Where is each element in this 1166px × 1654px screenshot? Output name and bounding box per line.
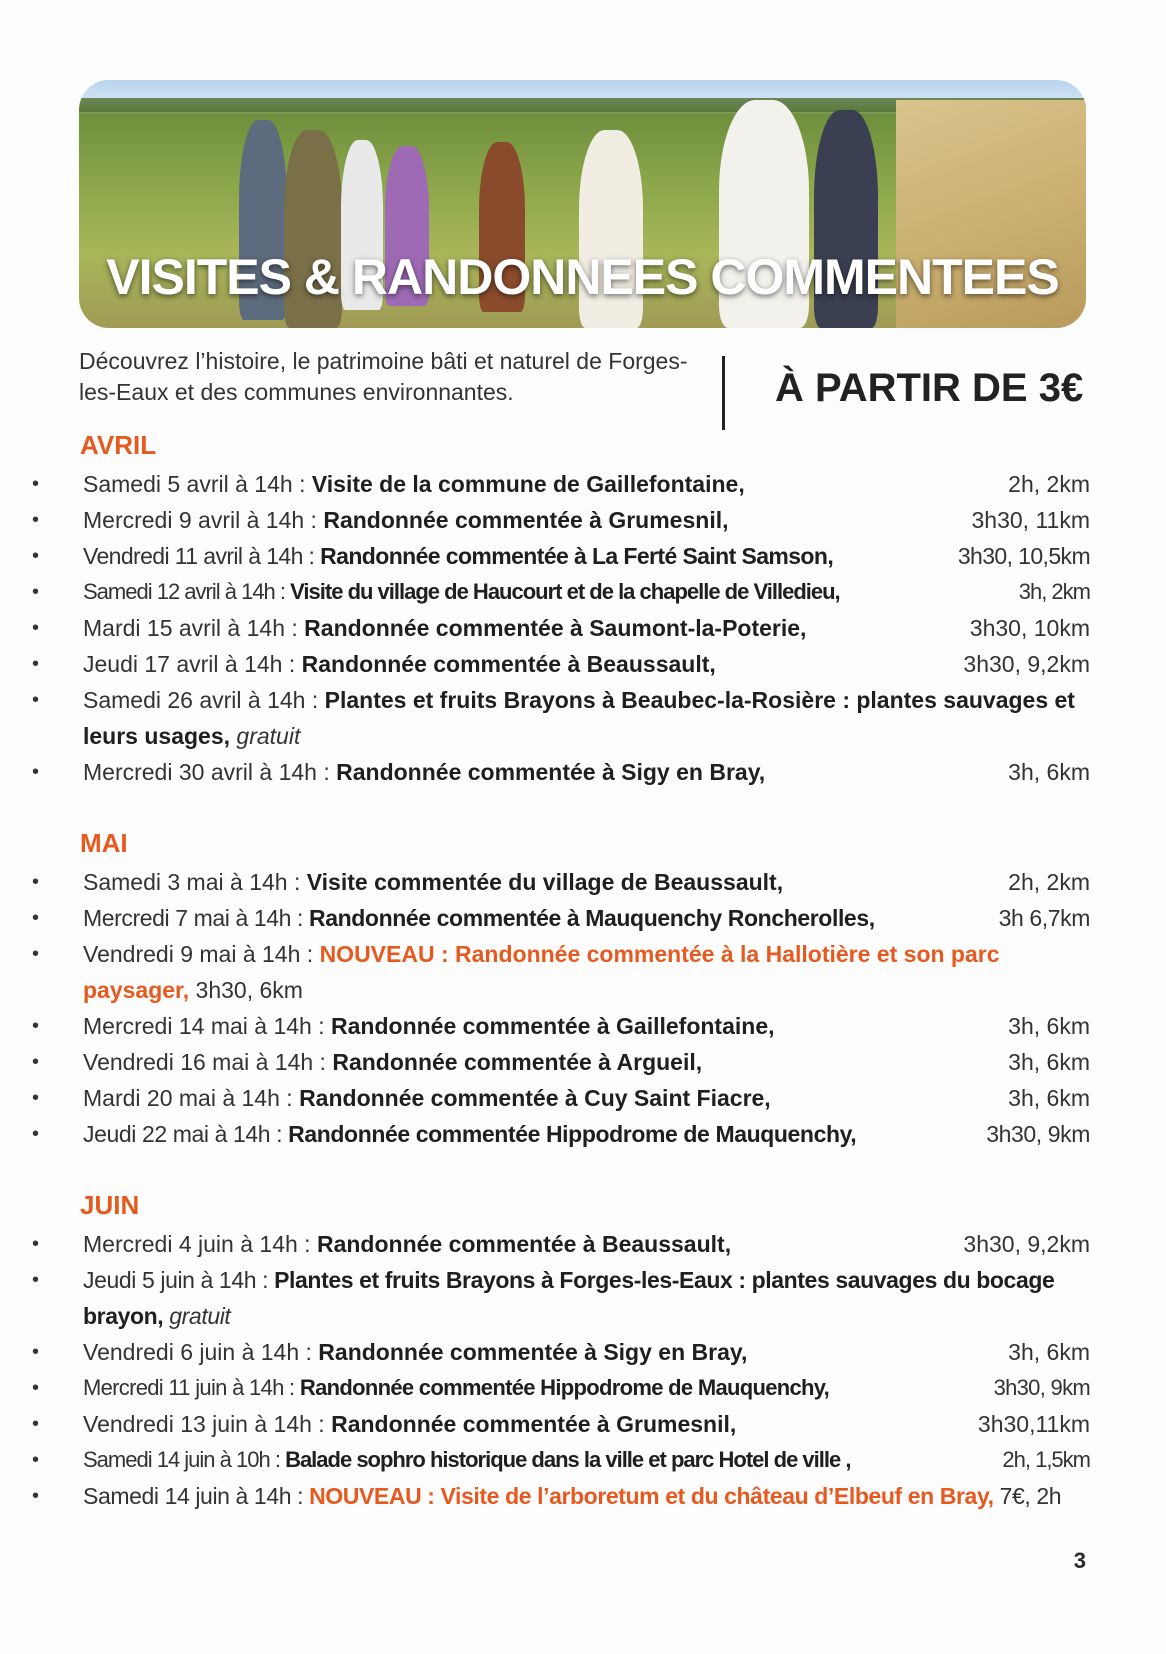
event-title: Balade sophro historique dans la ville et parc Hotel de ville , <box>285 1447 851 1472</box>
event-duration: 3h30, 10,5km <box>957 543 1090 569</box>
month-heading-juin: JUIN <box>80 1190 140 1220</box>
event-title: Randonnée commentée à Sigy en Bray, <box>336 759 766 785</box>
event-title: Visite du village de Haucourt et de la chapelle de Villedieu, <box>290 579 840 604</box>
event-duration: 3h30, 10km <box>969 615 1090 641</box>
list-item <box>0 1406 1166 1442</box>
event-title: Plantes et fruits Brayons à Forges-les-Eaux : plantes sauvages du bocage brayon, <box>83 1267 1055 1329</box>
event-list-avril <box>0 466 1166 790</box>
event-duration: 3h, 6km <box>1008 1013 1090 1039</box>
list-item <box>0 864 1166 900</box>
event-date: Vendredi 13 juin à 14h : <box>83 1411 325 1437</box>
event-date: Samedi 5 avril à 14h : <box>83 471 306 497</box>
banner-title: VISITES & RANDONNEES COMMENTEES <box>106 249 1059 305</box>
list-item <box>0 610 1166 646</box>
event-title: Randonnée commentée à Grumesnil, <box>331 1411 737 1437</box>
event-date: Samedi 12 avril à 14h : <box>83 579 286 604</box>
event-date: Vendredi 11 avril à 14h : <box>83 543 315 569</box>
list-item <box>0 1334 1166 1370</box>
event-date: Mercredi 11 juin à 14h : <box>83 1375 295 1400</box>
event-duration: 3h30, 9,2km <box>963 1231 1090 1257</box>
event-date: Mardi 20 mai à 14h : <box>83 1085 293 1111</box>
list-item <box>0 754 1166 790</box>
event-extra: gratuit <box>169 1303 231 1329</box>
list-item <box>0 1262 1166 1334</box>
page-number: 3 <box>1073 1548 1086 1573</box>
vertical-divider <box>722 356 725 430</box>
event-title: Randonnée commentée à Sigy en Bray, <box>318 1339 748 1365</box>
event-duration: 3h, 6km <box>1008 1049 1090 1075</box>
event-date: Jeudi 5 juin à 14h : <box>83 1267 269 1293</box>
event-list-mai <box>0 864 1166 1152</box>
event-duration: 2h, 1,5km <box>1002 1447 1090 1472</box>
event-title: Randonnée commentée à Grumesnil, <box>323 507 729 533</box>
list-item <box>0 1226 1166 1262</box>
event-duration: 3h 6,7km <box>998 905 1090 931</box>
list-item <box>0 936 1166 1008</box>
event-date: Mercredi 4 juin à 14h : <box>83 1231 311 1257</box>
event-duration: 3h, 6km <box>1008 1085 1090 1111</box>
event-duration: 3h30, 9,2km <box>963 651 1090 677</box>
month-heading-mai: MAI <box>80 828 128 858</box>
list-item <box>0 466 1166 502</box>
list-item <box>0 502 1166 538</box>
event-date: Samedi 14 juin à 14h : <box>83 1483 304 1509</box>
event-title: Randonnée commentée à Mauquenchy Roncherolles, <box>309 905 875 931</box>
event-extra: 7€, 2h <box>999 1483 1062 1509</box>
event-date: Mercredi 14 mai à 14h : <box>83 1013 325 1039</box>
list-item <box>0 1008 1166 1044</box>
list-item <box>0 538 1166 574</box>
event-title: Randonnée commentée Hippodrome de Mauquenchy, <box>288 1121 857 1147</box>
event-date: Jeudi 17 avril à 14h : <box>83 651 296 677</box>
list-item <box>0 1044 1166 1080</box>
list-item <box>0 646 1166 682</box>
event-list-juin <box>0 1226 1166 1514</box>
list-item <box>0 574 1166 610</box>
event-new-title: NOUVEAU : Visite de l’arboretum et du château d’Elbeuf en Bray, <box>309 1483 994 1509</box>
event-duration: 2h, 2km <box>1008 869 1090 895</box>
event-title: Randonnée commentée à Saumont-la-Poterie, <box>304 615 807 641</box>
event-title: Randonnée commentée à Argueil, <box>332 1049 703 1075</box>
event-title: Visite de la commune de Gaillefontaine, <box>311 471 745 497</box>
event-title: Visite commentée du village de Beaussault, <box>306 869 784 895</box>
list-item <box>0 1370 1166 1406</box>
event-duration: 3h, 6km <box>1008 759 1090 785</box>
event-date: Samedi 14 juin à 10h : <box>83 1447 280 1472</box>
event-duration: 3h30, 11km <box>971 507 1090 533</box>
price-label: À PARTIR DE 3€ <box>775 366 1084 410</box>
event-date: Vendredi 6 juin à 14h : <box>83 1339 312 1365</box>
list-item <box>0 1478 1166 1514</box>
month-heading-avril: AVRIL <box>80 430 157 460</box>
event-duration: 3h30,11km <box>977 1411 1090 1437</box>
event-title: Randonnée commentée à La Ferté Saint Samson, <box>320 543 834 569</box>
event-date: Mercredi 7 mai à 14h : <box>83 905 304 931</box>
event-date: Vendredi 16 mai à 14h : <box>83 1049 326 1075</box>
event-duration: 3h, 2km <box>1018 579 1090 604</box>
event-duration: 3h, 6km <box>1008 1339 1090 1365</box>
event-title: Randonnée commentée Hippodrome de Mauquenchy, <box>299 1375 830 1400</box>
event-extra: gratuit <box>236 723 301 749</box>
event-title: Randonnée commentée à Cuy Saint Fiacre, <box>299 1085 771 1111</box>
event-new-title: NOUVEAU : Randonnée commentée à la Hallotière et son parc paysager, <box>83 941 1000 1003</box>
event-date: Mercredi 9 avril à 14h : <box>83 507 317 533</box>
list-item <box>0 900 1166 936</box>
event-duration: 2h, 2km <box>1008 471 1090 497</box>
event-duration: 3h30, 9km <box>993 1375 1090 1400</box>
list-item <box>0 1080 1166 1116</box>
event-title: Randonnée commentée à Beaussault, <box>316 1231 732 1257</box>
event-title: Plantes et fruits Brayons à Beaubec-la-Rosière : plantes sauvages et leurs usages, <box>83 687 1075 749</box>
event-title: Randonnée commentée à Beaussault, <box>301 651 716 677</box>
event-date: Mercredi 30 avril à 14h : <box>83 759 330 785</box>
list-item <box>0 1442 1166 1478</box>
list-item <box>0 682 1166 754</box>
event-date: Mardi 15 avril à 14h : <box>83 615 298 641</box>
list-item <box>0 1116 1166 1152</box>
event-duration: 3h30, 9km <box>986 1121 1090 1147</box>
event-date: Samedi 26 avril à 14h : <box>83 687 319 713</box>
event-title: Randonnée commentée à Gaillefontaine, <box>331 1013 775 1039</box>
event-extra: 3h30, 6km <box>195 977 303 1003</box>
event-date: Vendredi 9 mai à 14h : <box>83 941 314 967</box>
event-date: Samedi 3 mai à 14h : <box>83 869 301 895</box>
intro-text: Découvrez l’histoire, le patrimoine bâti et naturel de Forges-les-Eaux et des communes environnantes. <box>79 348 688 405</box>
header-banner <box>79 80 1086 328</box>
event-date: Jeudi 22 mai à 14h : <box>83 1121 283 1147</box>
